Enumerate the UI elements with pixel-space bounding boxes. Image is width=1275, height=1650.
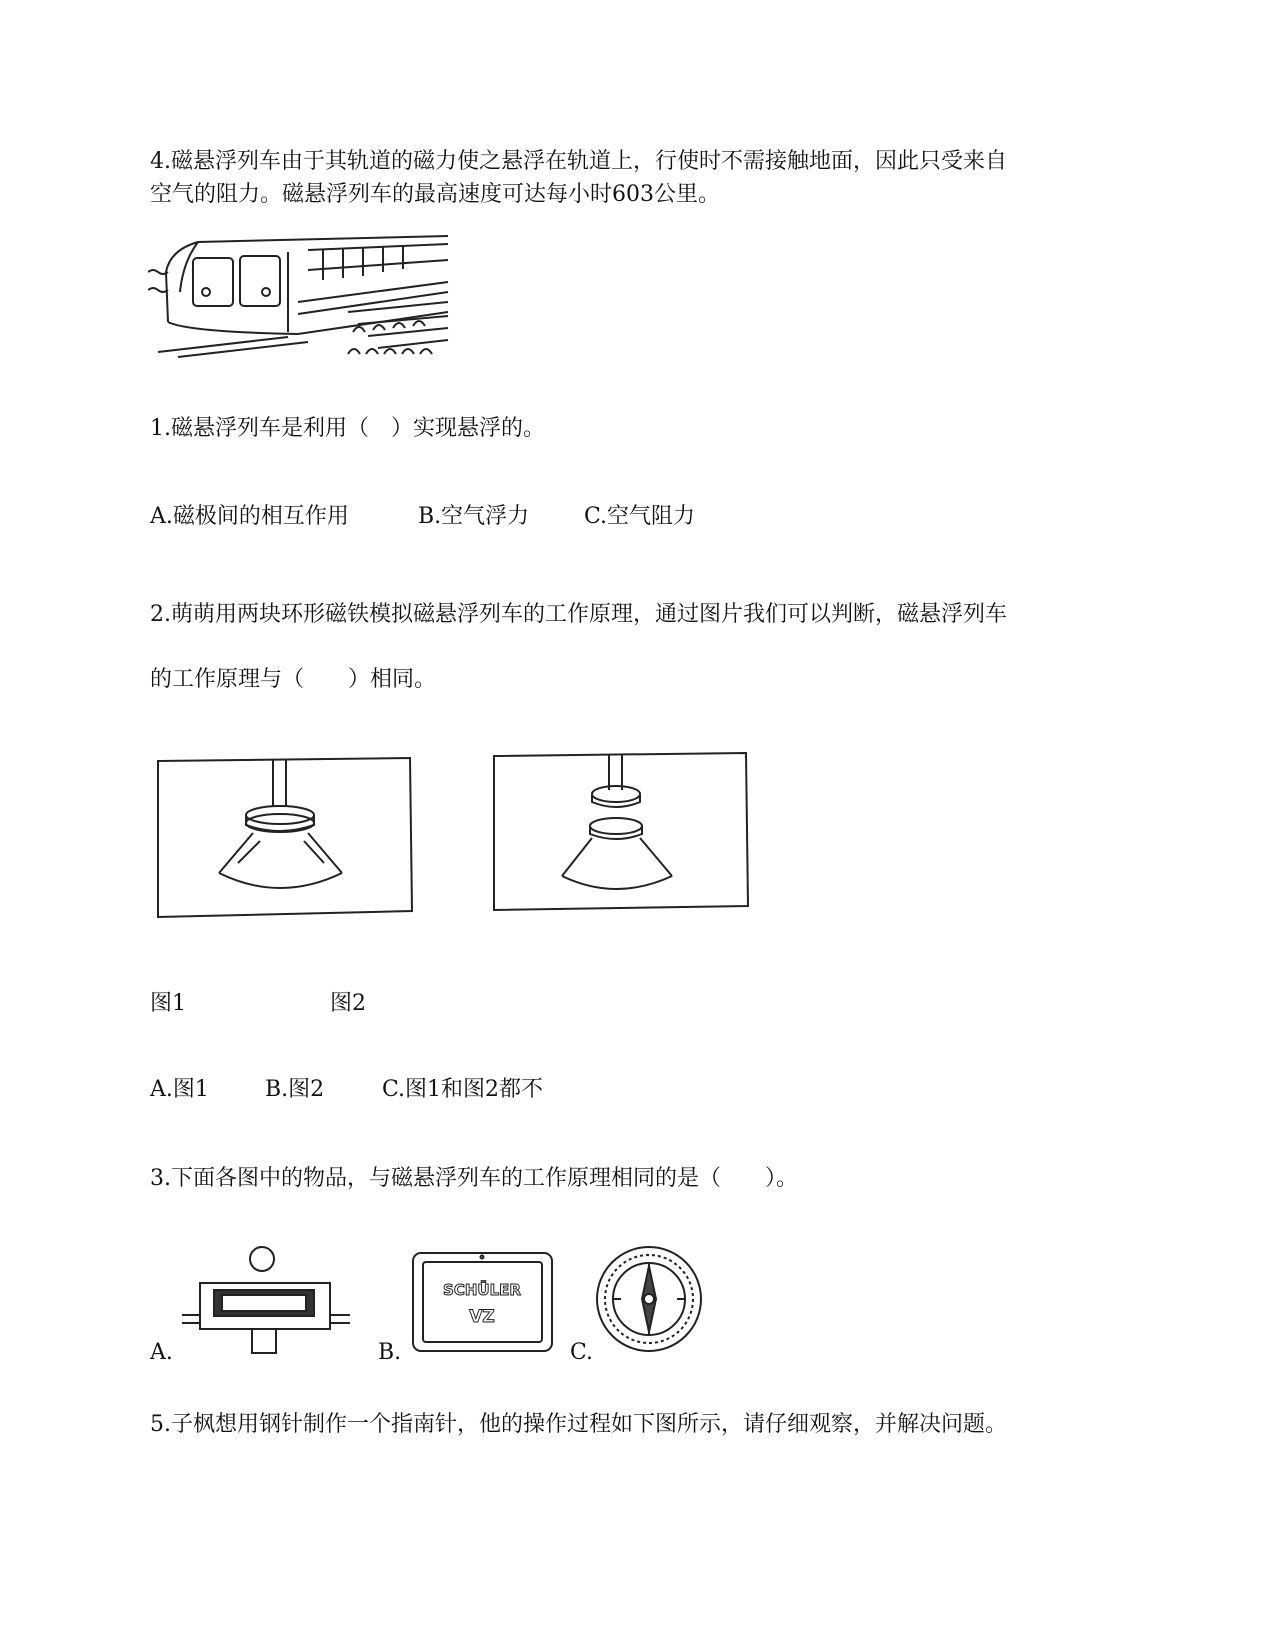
q3-option-c-label: C. (570, 1340, 594, 1365)
figure-2-label: 图2 (330, 991, 366, 1016)
q1-option-a: A.磁极间的相互作用 (150, 504, 349, 529)
q2-option-c: C.图1和图2都不 (382, 1077, 544, 1102)
q1-option-c: C.空气阻力 (584, 504, 696, 529)
levitation-device-image (180, 1245, 355, 1360)
tablet-text-line-2: VZ (469, 1307, 495, 1327)
compass-image (594, 1244, 704, 1354)
q3-option-b-label: B. (378, 1340, 402, 1365)
q2-stem-line-2: 的工作原理与（ ）相同。 (150, 667, 437, 692)
figure-2-image (492, 750, 750, 915)
passage-line-2: 空气的阻力。磁悬浮列车的最高速度可达每小时603公里。 (150, 182, 720, 207)
q1-option-b: B.空气浮力 (418, 504, 530, 529)
q3-option-a-label: A. (150, 1340, 173, 1365)
figure-1-image (156, 755, 414, 920)
tablet-image (410, 1250, 555, 1355)
q1-stem: 1.磁悬浮列车是利用（ ）实现悬浮的。 (150, 416, 545, 441)
maglev-train-image (148, 232, 453, 362)
passage-line-1: 4.磁悬浮列车由于其轨道的磁力使之悬浮在轨道上，行使时不需接触地面，因此只受来自 (150, 149, 1007, 174)
q3-stem: 3.下面各图中的物品，与磁悬浮列车的工作原理相同的是（ ）。 (150, 1166, 798, 1191)
tablet-text-line-1: SCHÜLER (443, 1281, 521, 1299)
q2-stem-line-1: 2.萌萌用两块环形磁铁模拟磁悬浮列车的工作原理，通过图片我们可以判断，磁悬浮列车 (150, 602, 1007, 627)
q2-option-b: B.图2 (265, 1077, 325, 1102)
q2-option-a: A.图1 (150, 1077, 209, 1102)
q5-stem: 5.子枫想用钢针制作一个指南针，他的操作过程如下图所示，请仔细观察，并解决问题。 (150, 1412, 1007, 1437)
figure-1-label: 图1 (150, 991, 186, 1016)
